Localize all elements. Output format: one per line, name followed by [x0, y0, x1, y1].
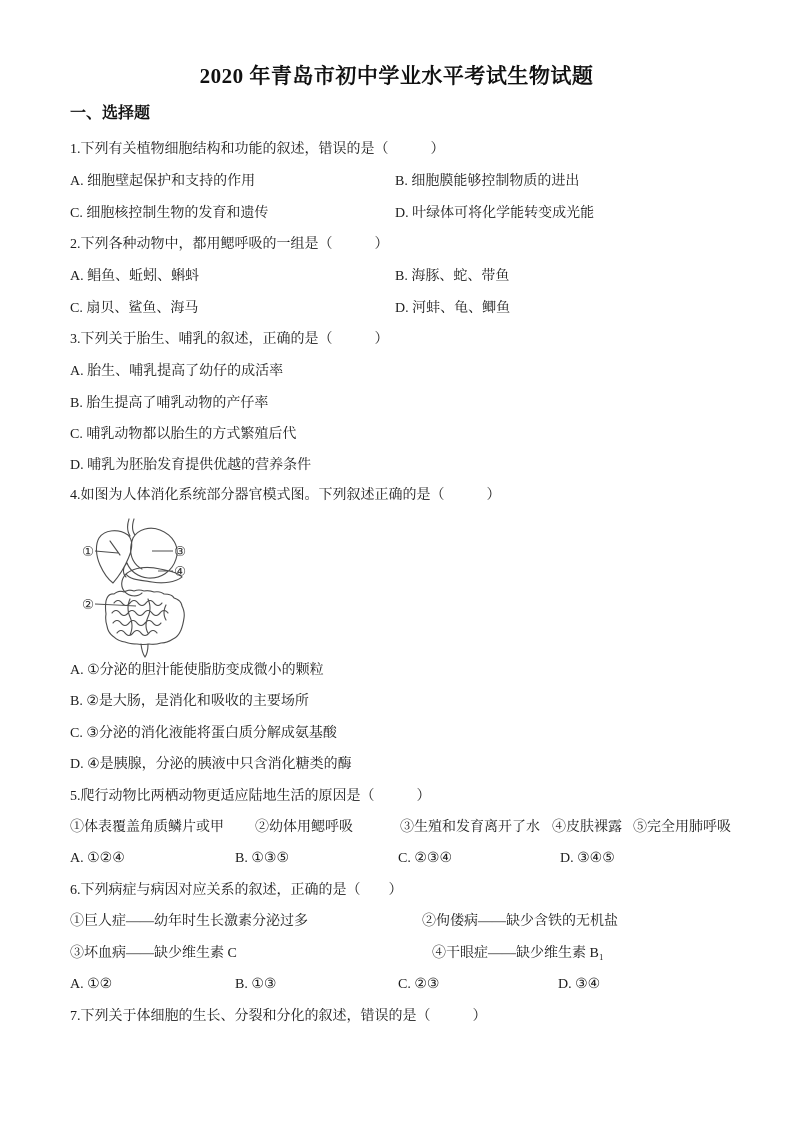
question-1-option-c: C. 细胞核控制生物的发育和遗传 — [70, 206, 269, 221]
question-4-option-b: B. ②是大肠，是消化和吸收的主要场所 — [70, 694, 309, 709]
question-7-stem: 7.下列关于体细胞的生长、分裂和分化的叙述，错误的是（ ） — [70, 1009, 487, 1024]
question-3-stem: 3.下列关于胎生、哺乳的叙述，正确的是（ ） — [70, 332, 389, 347]
intestines-outline — [106, 590, 185, 645]
question-5-item-2: ②幼体用鳃呼吸 — [255, 820, 353, 835]
question-1-stem: 1.下列有关植物细胞结构和功能的叙述，错误的是（ ） — [70, 142, 445, 157]
question-1-option-d: D. 叶绿体可将化学能转变成光能 — [395, 206, 595, 221]
question-5-item-4: ④皮肤裸露 — [552, 820, 622, 835]
question-3-option-d: D. 哺乳为胚胎发育提供优越的营养条件 — [70, 458, 312, 473]
label-line-2 — [95, 604, 136, 606]
question-5-option-a: A. ①②④ — [70, 851, 125, 866]
small-intestine-coils — [112, 599, 168, 636]
esophagus-outline-right — [133, 519, 135, 535]
question-4-option-a: A. ①分泌的胆汁能使脂肪变成微小的颗粒 — [70, 663, 324, 678]
question-5-item-1: ①体表覆盖角质鳞片或甲 — [70, 820, 224, 835]
question-6-option-c: C. ②③ — [398, 977, 440, 992]
digestive-system-figure — [80, 517, 220, 662]
question-6-stem: 6.下列病症与病因对应关系的叙述，正确的是（ ） — [70, 883, 403, 898]
rectum-tail — [141, 644, 148, 657]
question-5-option-d: D. ③④⑤ — [560, 851, 615, 866]
question-5-item-3: ③生殖和发育离开了水 — [400, 820, 540, 835]
question-4-option-c: C. ③分泌的消化液能将蛋白质分解成氨基酸 — [70, 726, 337, 741]
question-2-option-d: D. 河蚌、龟、鲫鱼 — [395, 301, 511, 316]
esophagus-outline — [128, 519, 130, 536]
question-6-item-4: ④干眼症——缺少维生素 B₁ — [432, 946, 604, 961]
question-4-option-d: D. ④是胰腺，分泌的胰液中只含消化糖类的酶 — [70, 757, 352, 772]
question-3-option-a: A. 胎生、哺乳提高了幼仔的成活率 — [70, 364, 284, 379]
question-6-item-3: ③坏血病——缺少维生素 C — [70, 946, 237, 961]
question-2-option-a: A. 鲳鱼、蚯蚓、蝌蚪 — [70, 269, 200, 284]
question-2-option-c: C. 扇贝、鲨鱼、海马 — [70, 301, 199, 316]
duodenum-loop — [122, 574, 142, 596]
stomach-lesser-curve — [131, 538, 142, 569]
figure-label-4: ④ — [173, 564, 187, 579]
label-line-1 — [95, 551, 118, 553]
question-5-stem: 5.爬行动物比两栖动物更适应陆地生活的原因是（ ） — [70, 789, 431, 804]
question-5-item-5: ⑤完全用肺呼吸 — [633, 820, 731, 835]
question-3-option-b: B. 胎生提高了哺乳动物的产仔率 — [70, 396, 269, 411]
question-6-option-a: A. ①② — [70, 977, 113, 992]
question-6-item-2: ②佝偻病——缺少含铁的无机盐 — [422, 914, 618, 929]
question-2-option-b: B. 海豚、蛇、带鱼 — [395, 269, 510, 284]
question-2-stem: 2.下列各种动物中，都用鳃呼吸的一组是（ ） — [70, 237, 389, 252]
page-title: 2020 年青岛市初中学业水平考试生物试题 — [199, 64, 594, 88]
digestive-system-svg — [80, 517, 220, 662]
question-5-option-b: B. ①③⑤ — [235, 851, 289, 866]
question-4-stem: 4.如图为人体消化系统部分器官模式图。下列叙述正确的是（ ） — [70, 488, 501, 503]
figure-label-1: ① — [81, 544, 95, 559]
question-6-option-b: B. ①③ — [235, 977, 277, 992]
question-5-option-c: C. ②③④ — [398, 851, 452, 866]
figure-label-2: ② — [81, 597, 95, 612]
question-3-option-c: C. 哺乳动物都以胎生的方式繁殖后代 — [70, 427, 297, 442]
section-heading: 一、选择题 — [70, 105, 151, 122]
question-1-option-b: B. 细胞膜能够控制物质的进出 — [395, 174, 580, 189]
question-1-option-a: A. 细胞壁起保护和支持的作用 — [70, 174, 256, 189]
question-6-item-1: ①巨人症——幼年时生长激素分泌过多 — [70, 914, 308, 929]
figure-label-3: ③ — [173, 544, 187, 559]
question-6-option-d: D. ③④ — [558, 977, 601, 992]
